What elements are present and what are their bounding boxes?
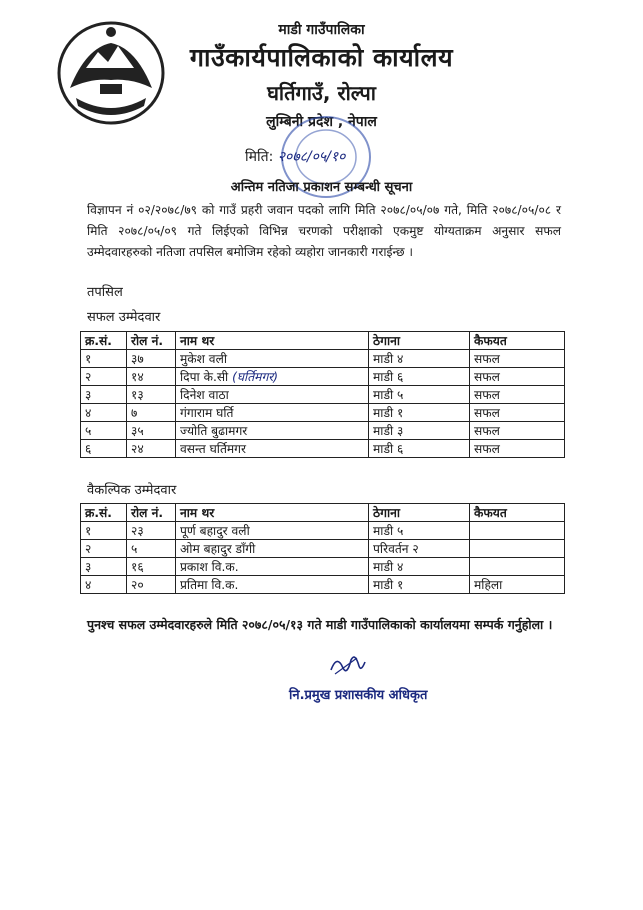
cell	[470, 558, 565, 576]
successful-label: सफल उम्मेदवार	[87, 310, 161, 325]
office-name: गाउँकार्यपालिकाको कार्यालय	[189, 43, 454, 72]
table-row	[81, 368, 565, 386]
cell: माडी १	[369, 404, 470, 422]
col-name: नाम थर	[176, 504, 369, 522]
cell: सफल	[470, 368, 565, 386]
cell: ४	[81, 576, 127, 594]
cell: ६	[81, 440, 127, 458]
col-address: ठेगाना	[369, 504, 470, 522]
cell: माडी ५	[369, 386, 470, 404]
cell: महिला	[470, 576, 565, 594]
table-row	[81, 576, 565, 594]
cell: १४	[127, 368, 176, 386]
cell: सफल	[470, 350, 565, 368]
cell: २३	[127, 522, 176, 540]
cell: वसन्त घर्तिमगर	[176, 440, 369, 458]
cell: परिवर्तन २	[369, 540, 470, 558]
cell: प्रतिमा वि.क.	[176, 576, 369, 594]
office-location: घर्तिगाउँ, रोल्पा	[267, 81, 376, 105]
col-roll: रोल नं.	[127, 504, 176, 522]
table-row	[81, 350, 565, 368]
cell: सफल	[470, 386, 565, 404]
cell: पूर्ण बहादुर वली	[176, 522, 369, 540]
date-value: २०७८/०५/१०	[277, 149, 346, 165]
cell: माडी ५	[369, 522, 470, 540]
table-row	[81, 386, 565, 404]
notice-subject: अन्तिम नतिजा प्रकाशन सम्बन्धी सूचना	[230, 180, 413, 195]
table-row	[81, 540, 565, 558]
cell: ज्योति बुढामगर	[176, 422, 369, 440]
date-label: मिति:	[245, 149, 274, 165]
cell: माडी ३	[369, 422, 470, 440]
cell: माडी १	[369, 576, 470, 594]
cell: मुकेश वली	[176, 350, 369, 368]
cell: प्रकाश वि.क.	[176, 558, 369, 576]
municipality-name: माडी गाउँपालिका	[278, 22, 365, 38]
cell: ३७	[127, 350, 176, 368]
col-remarks: कैफयत	[470, 504, 565, 522]
alternate-label: वैकल्पिक उम्मेदवार	[87, 483, 177, 498]
cell: २०	[127, 576, 176, 594]
table-row	[81, 558, 565, 576]
notice-date	[245, 147, 345, 166]
cell: गंगाराम घर्ति	[176, 404, 369, 422]
col-serial: क्र.सं.	[81, 332, 127, 350]
col-remarks: कैफयत	[470, 332, 565, 350]
cell: माडी ४	[369, 558, 470, 576]
cell: सफल	[470, 422, 565, 440]
cell: माडी ६	[369, 440, 470, 458]
cell: ७	[127, 404, 176, 422]
col-address: ठेगाना	[369, 332, 470, 350]
col-roll: रोल नं.	[127, 332, 176, 350]
cell: १३	[127, 386, 176, 404]
cell: सफल	[470, 404, 565, 422]
handwritten-note: (घर्तिमगर)	[232, 370, 279, 384]
alternate-table	[80, 503, 565, 594]
schedule-label: तपसिल	[87, 285, 123, 300]
col-serial: क्र.सं.	[81, 504, 127, 522]
table-header-row	[81, 504, 565, 522]
cell: सफल	[470, 440, 565, 458]
cell-name: दिपा के.सी	[180, 370, 229, 384]
table-row	[81, 404, 565, 422]
cell: २	[81, 540, 127, 558]
col-name: नाम थर	[176, 332, 369, 350]
cell: ३	[81, 386, 127, 404]
cell: माडी ४	[369, 350, 470, 368]
cell: ५	[127, 540, 176, 558]
notice-footer: पुनश्च सफल उम्मेदवारहरुले मिति २०७८/०५/१३ गते माडी गाउँपालिकाको कार्यालयमा सम्पर्क गर्नुहोला ।	[87, 617, 553, 632]
notice-body: विज्ञापन नं ०२/२०७८/७९ को गाउँ प्रहरी जवान पदको लागि मिति २०७८/०५/०७ गते, मिति २०७८/०५/०८ र मिति २०७८/०५/०९ गते लिईएको विभिन्न चरणको परीक्षाको एकमुष्ट योग्यताक्रम अनुसार सफल उम्मेदवारहरुको नतिजा तपसिल बमोजिम रहेको व्यहोरा जानकारी गराईन्छ ।	[87, 203, 561, 259]
table-row	[81, 522, 565, 540]
cell: ३	[81, 558, 127, 576]
cell: १	[81, 522, 127, 540]
table-header-row	[81, 332, 565, 350]
cell: ओम बहादुर डाँगी	[176, 540, 369, 558]
successful-table	[80, 331, 565, 458]
cell: १६	[127, 558, 176, 576]
cell: २	[81, 368, 127, 386]
cell: दिनेश वाठा	[176, 386, 369, 404]
cell: १	[81, 350, 127, 368]
cell: ३५	[127, 422, 176, 440]
cell	[470, 540, 565, 558]
cell: ४	[81, 404, 127, 422]
cell	[176, 368, 369, 386]
officer-title: नि.प्रमुख प्रशासकीय अधिकृत	[289, 688, 428, 703]
province-name: लुम्बिनी प्रदेश , नेपाल	[266, 114, 377, 130]
cell: २४	[127, 440, 176, 458]
table-row	[81, 440, 565, 458]
cell: माडी ६	[369, 368, 470, 386]
cell	[470, 522, 565, 540]
cell: ५	[81, 422, 127, 440]
table-row	[81, 422, 565, 440]
signature-icon	[327, 650, 367, 680]
